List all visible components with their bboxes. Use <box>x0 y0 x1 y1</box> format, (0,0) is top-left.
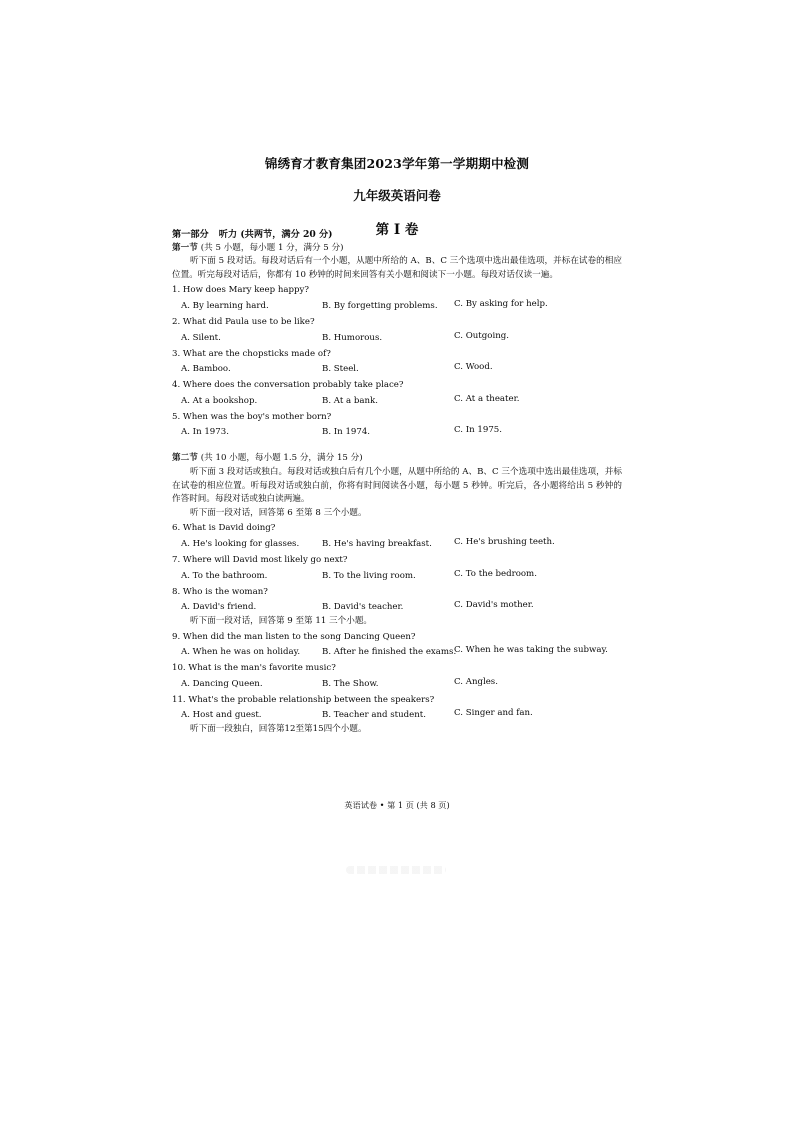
option-a: A. To the bathroom. <box>181 570 268 581</box>
option-c: C. To the bedroom. <box>454 568 537 579</box>
group1-questions <box>172 522 622 615</box>
page-footer: 英语试卷 • 第 1 页 (共 8 页) <box>344 800 450 810</box>
question-text: 8. Who is the woman? <box>172 586 268 597</box>
question-item <box>172 631 622 661</box>
option-c: C. Outgoing. <box>454 330 509 341</box>
exam-title: 锦绣育才教育集团2023学年第一学期期中检测 <box>264 156 530 171</box>
option-b: B. By forgetting problems. <box>322 300 438 311</box>
question-options <box>172 570 622 584</box>
question-options <box>172 646 622 660</box>
scan-smudge <box>346 866 446 874</box>
option-c: C. By asking for help. <box>454 298 548 309</box>
question-text: 4. Where does the conversation probably take place? <box>172 380 404 391</box>
question-item <box>172 316 622 346</box>
group3-intro: 听下面一段独白，回答第12至第15四个小题。 <box>190 724 367 735</box>
question-item <box>172 348 622 378</box>
exam-content <box>172 228 622 737</box>
option-a: A. At a bookshop. <box>181 395 258 406</box>
option-b: B. David's teacher. <box>322 602 404 613</box>
question-options <box>172 300 622 314</box>
question-options <box>172 332 622 346</box>
group2-intro: 听下面一段对话，回答第 9 至第 11 三个小题。 <box>190 616 373 627</box>
section2-title <box>172 452 622 466</box>
question-text: 3. What are the chopsticks made of? <box>172 348 331 359</box>
option-a: A. Silent. <box>181 332 221 343</box>
option-a: A. Bamboo. <box>181 364 231 375</box>
part1-label: 第一部分 <box>172 229 209 240</box>
option-a: A. David's friend. <box>181 602 257 613</box>
question-item <box>172 694 622 724</box>
question-item <box>172 554 622 584</box>
part1-title <box>172 228 622 242</box>
option-c: C. In 1975. <box>454 425 502 436</box>
option-c: C. At a theater. <box>454 393 520 404</box>
question-options <box>172 538 622 552</box>
question-options <box>172 601 622 615</box>
question-text: 7. Where will David most likely go next? <box>172 554 348 565</box>
option-a: A. Dancing Queen. <box>181 678 263 689</box>
option-a: A. He's looking for glasses. <box>181 538 300 549</box>
option-a: A. When he was on holiday. <box>181 647 301 658</box>
question-item <box>172 411 622 441</box>
option-b: B. To the living room. <box>322 570 416 581</box>
option-b: B. In 1974. <box>322 427 371 438</box>
question-text: 5. When was the boy's mother born? <box>172 411 332 422</box>
section2-label: 第二节 <box>172 453 198 464</box>
question-options <box>172 395 622 409</box>
question-text: 9. When did the man listen to the song Dancing Queen? <box>172 631 416 642</box>
option-c: C. Singer and fan. <box>454 708 533 719</box>
section2-instructions: 听下面 3 段对话或独白。每段对话或独白后有几个小题，从题中所给的 A、B、C 三个选项中选出最佳选项，并标在试卷的相应位置。听每段对话或独白前，你将有时间阅读各小题，每小题 5 秒钟。听完后，各小题将给出 5 秒钟的作答时间。每段对话或独白读两遍。 <box>172 466 622 505</box>
option-c: C. David's mother. <box>454 600 534 611</box>
exam-subtitle: 九年级英语问卷 <box>353 188 441 203</box>
part1-note: (共两节，满分 20 分) <box>240 229 333 240</box>
option-c: C. Angles. <box>454 676 498 687</box>
question-item <box>172 284 622 314</box>
option-b: B. At a bank. <box>322 395 378 406</box>
question-text: 2. What did Paula use to be like? <box>172 316 315 327</box>
option-b: B. He's having breakfast. <box>322 538 432 549</box>
group1-intro: 听下面一段对话，回答第 6 至第 8 三个小题。 <box>190 507 367 518</box>
question-item <box>172 662 622 692</box>
section1-label: 第一节 <box>172 242 198 253</box>
question-options <box>172 709 622 723</box>
question-options <box>172 363 622 377</box>
option-b: B. Teacher and student. <box>322 710 426 721</box>
option-a: A. Host and guest. <box>181 710 262 721</box>
question-item <box>172 522 622 552</box>
option-b: B. After he finished the exams. <box>322 647 457 658</box>
section1-note: (共 5 小题，每小题 1 分，满分 5 分) <box>200 242 344 253</box>
section1-instructions: 听下面 5 段对话。每段对话后有一个小题，从题中所给的 A、B、C 三个选项中选出最佳选项，并标在试卷的相应位置。听完每段对话后，你都有 10 秒钟的时间来回答有关小题和阅读下一小题。每段对话仅读一遍。 <box>172 256 622 280</box>
exam-header <box>0 154 794 238</box>
question-item <box>172 379 622 409</box>
question-text: 11. What's the probable relationship between the speakers? <box>172 694 435 705</box>
question-item <box>172 586 622 616</box>
part1-name: 听力 <box>218 229 238 240</box>
section2-note: (共 10 小题，每小题 1.5 分，满分 15 分) <box>200 453 363 464</box>
option-c: C. He's brushing teeth. <box>454 536 555 547</box>
section1-title <box>172 242 622 256</box>
option-b: B. Steel. <box>322 364 359 375</box>
option-a: A. By learning hard. <box>181 300 269 311</box>
option-b: B. The Show. <box>322 678 379 689</box>
question-options <box>172 426 622 440</box>
volume-title: 第 I 卷 <box>375 222 419 238</box>
option-a: A. In 1973. <box>181 427 229 438</box>
question-text: 6. What is David doing? <box>172 523 276 534</box>
question-options <box>172 678 622 692</box>
option-c: C. When he was taking the subway. <box>454 645 608 656</box>
question-text: 1. How does Mary keep happy? <box>172 285 309 296</box>
group2-questions <box>172 631 622 724</box>
option-c: C. Wood. <box>454 362 493 373</box>
question-text: 10. What is the man's favorite music? <box>172 663 336 674</box>
section1-questions <box>172 284 622 440</box>
option-b: B. Humorous. <box>322 332 383 343</box>
